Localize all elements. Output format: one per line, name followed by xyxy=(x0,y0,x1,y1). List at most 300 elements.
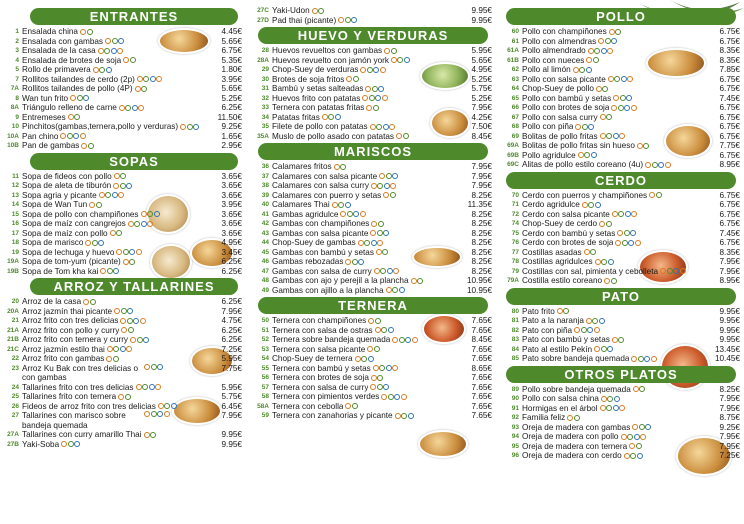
allergen-icon xyxy=(383,230,389,236)
allergen-icons xyxy=(596,86,609,92)
allergen-icons xyxy=(80,29,93,35)
menu-item-name: Sopa de lechuga y huevo xyxy=(22,247,115,257)
allergen-icon xyxy=(74,441,80,447)
menu-item-number: 77 xyxy=(511,248,519,256)
allergen-icon xyxy=(404,57,410,63)
allergen-icon xyxy=(338,17,344,23)
allergen-icons xyxy=(141,211,161,217)
menu-item-price: 3.65€ xyxy=(221,190,242,200)
menu-item-number: 4 xyxy=(15,56,19,64)
menu-item-price: 9.25€ xyxy=(719,422,740,432)
allergen-icons xyxy=(370,124,396,130)
allergen-icon xyxy=(378,221,384,227)
allergen-icon xyxy=(96,202,102,208)
allergen-icon xyxy=(85,240,91,246)
allergen-icon xyxy=(156,76,162,82)
allergen-icon xyxy=(614,396,620,402)
allergen-icon xyxy=(371,375,377,381)
menu-item xyxy=(4,84,242,94)
allergen-icon xyxy=(651,356,657,362)
allergen-icon xyxy=(582,124,588,130)
allergen-icon xyxy=(388,394,394,400)
allergen-icon xyxy=(649,192,655,198)
menu-item-number: 79 xyxy=(511,267,519,275)
menu-item-name: Pato sobre bandeja quemada xyxy=(522,354,630,363)
allergen-icons xyxy=(645,162,671,168)
menu-item xyxy=(504,413,740,423)
menu-item-number: 81 xyxy=(511,317,519,324)
menu-item-price: 7.95€ xyxy=(719,257,740,266)
allergen-icon xyxy=(373,365,379,371)
menu-item xyxy=(4,238,242,248)
menu-item-number: 53 xyxy=(261,345,269,353)
allergen-icon xyxy=(362,95,368,101)
menu-item-name: Tallarines con marisco sobre bandeja quemada xyxy=(22,411,126,430)
menu-item-number: 79A xyxy=(507,277,519,284)
allergen-icon xyxy=(630,453,636,459)
menu-item-number: 13 xyxy=(11,191,19,199)
allergen-icon xyxy=(318,8,324,14)
allergen-icon xyxy=(394,394,400,400)
menu-item-number: 10 xyxy=(11,123,19,130)
allergen-icon xyxy=(607,48,613,54)
allergen-icons xyxy=(411,278,424,284)
allergen-icon xyxy=(113,183,119,189)
menu-item-name: Gambas rebozadas xyxy=(272,257,344,266)
allergen-icon xyxy=(360,67,366,73)
allergen-icon xyxy=(171,403,177,409)
allergen-icons xyxy=(119,105,145,111)
menu-item-price: 13.45€ xyxy=(714,344,740,354)
menu-item-price: 1.65€ xyxy=(221,131,242,141)
allergen-icon xyxy=(619,133,625,139)
menu-item-number: 49 xyxy=(261,286,269,294)
menu-item-number: 3 xyxy=(15,47,19,54)
allergen-icons xyxy=(612,211,638,217)
allergen-icon xyxy=(118,394,124,400)
menu-item xyxy=(254,103,492,113)
allergen-icon xyxy=(144,364,150,370)
allergen-icon xyxy=(92,240,98,246)
menu-item-number: 25 xyxy=(11,393,19,400)
allergen-icon xyxy=(135,86,141,92)
menu-item-number: 16 xyxy=(11,220,19,227)
allergen-icon xyxy=(375,318,381,324)
menu-item-price: 5.25€ xyxy=(221,93,242,103)
section-huevo xyxy=(254,27,492,141)
allergen-icon xyxy=(142,384,148,390)
menu-item-name: Sopa de tom-yum (picante) xyxy=(22,257,121,266)
menu-item-name: Calamares con puerro y setas xyxy=(272,190,382,200)
menu-item-number: 39 xyxy=(261,191,269,199)
allergen-icon xyxy=(123,57,129,63)
allergen-icons xyxy=(383,192,396,198)
menu-item-number: 27D xyxy=(257,16,269,24)
allergen-icon xyxy=(621,434,627,440)
allergen-icon xyxy=(594,48,600,54)
menu-item-name: Pato al estilo Pekín xyxy=(522,344,593,354)
allergen-icon xyxy=(340,211,346,217)
allergen-icons xyxy=(584,249,597,255)
allergen-icon xyxy=(378,86,384,92)
allergen-icon xyxy=(157,411,163,417)
allergen-icon xyxy=(380,67,386,73)
menu-item xyxy=(254,46,492,56)
menu-item-number: 46 xyxy=(261,258,269,265)
allergen-icons xyxy=(136,384,162,390)
allergen-icon xyxy=(586,67,592,73)
menu-item-price: 7.95€ xyxy=(719,266,740,276)
allergen-icon xyxy=(640,434,646,440)
allergen-icon xyxy=(144,432,150,438)
menu-item-name: Rollo de primavera xyxy=(22,65,91,74)
menu-item-number: 40 xyxy=(261,201,269,208)
menu-item-number: 2 xyxy=(15,37,19,45)
allergen-icon xyxy=(573,67,579,73)
menu-item xyxy=(4,141,242,151)
allergen-icon xyxy=(367,346,373,352)
menu-item-name: Chop-Suey de pollo xyxy=(522,84,594,93)
allergen-icon xyxy=(132,105,138,111)
menu-item-name: Pato a la naranja xyxy=(522,316,584,325)
allergen-icon xyxy=(377,230,383,236)
allergen-icon xyxy=(611,105,617,111)
menu-item-number: 7 xyxy=(15,75,19,83)
allergen-icon xyxy=(403,133,409,139)
allergen-icon xyxy=(383,124,389,130)
menu-item xyxy=(254,326,492,336)
allergen-icon xyxy=(322,114,328,120)
allergen-icon xyxy=(575,124,581,130)
menu-item-name: Ternera sobre bandeja quemada xyxy=(272,335,391,344)
allergen-icon xyxy=(382,249,388,255)
menu-item-price: 8.25€ xyxy=(471,247,492,257)
section-title-sopas: SOPAS xyxy=(30,153,238,170)
allergen-icons xyxy=(100,268,120,274)
menu-item-price: 8.65€ xyxy=(471,363,492,373)
allergen-icon xyxy=(106,356,112,362)
menu-item-name: Arroz frito con ternera y curry xyxy=(22,335,129,344)
menu-item-price: 4.95€ xyxy=(471,65,492,74)
menu-item xyxy=(254,392,492,402)
allergen-icons xyxy=(113,183,133,189)
menu-item-number: 26 xyxy=(11,402,19,410)
allergen-icons xyxy=(631,356,657,362)
menu-item xyxy=(504,75,740,85)
allergen-icon xyxy=(594,346,600,352)
menu-item-name: Cerdo con salsa picante xyxy=(522,209,610,219)
allergen-icons xyxy=(98,48,124,54)
allergen-icon xyxy=(126,346,132,352)
allergen-icon xyxy=(635,240,641,246)
allergen-icon xyxy=(622,240,628,246)
allergen-icon xyxy=(98,240,104,246)
section-sopas xyxy=(4,153,242,277)
allergen-icons xyxy=(598,38,618,44)
allergen-icon xyxy=(617,230,623,236)
menu-item-price: 7.65€ xyxy=(471,325,492,335)
menu-item-name: Pato frito xyxy=(522,306,555,316)
menu-item-price: 5.25€ xyxy=(471,74,492,84)
allergen-icons xyxy=(594,346,614,352)
allergen-icon xyxy=(599,318,605,324)
menu-item xyxy=(254,248,492,258)
allergen-icon xyxy=(116,249,122,255)
menu-item xyxy=(4,354,242,364)
allergen-icon xyxy=(377,240,383,246)
allergen-icons xyxy=(633,386,646,392)
menu-item-price: 6.75€ xyxy=(221,46,242,55)
allergen-icon xyxy=(373,105,379,111)
menu-item-name: Pollo sobre bandeja quemada xyxy=(522,384,631,394)
allergen-icons xyxy=(106,356,119,362)
menu-item-name: Patatas fritas xyxy=(272,112,320,122)
section-title-cerdo: CERDO xyxy=(506,172,736,189)
allergen-icon xyxy=(100,268,106,274)
allergen-icon xyxy=(365,86,371,92)
allergen-icon xyxy=(594,327,600,333)
allergen-icon xyxy=(377,183,383,189)
menu-item xyxy=(504,151,740,161)
allergen-icon xyxy=(158,403,164,409)
menu-item xyxy=(4,103,242,113)
allergen-icons xyxy=(135,86,148,92)
allergen-icon xyxy=(371,183,377,189)
allergen-icon xyxy=(399,287,405,293)
menu-item xyxy=(504,229,740,239)
allergen-icons xyxy=(376,249,389,255)
allergen-icon xyxy=(375,95,381,101)
allergen-icon xyxy=(371,221,377,227)
menu-item xyxy=(504,385,740,395)
menu-item-price: 2.95€ xyxy=(221,141,242,150)
menu-item-price: 10.95€ xyxy=(466,285,492,295)
menu-item xyxy=(4,56,242,66)
menu-item-price: 9.95€ xyxy=(719,325,740,335)
menu-item-name: Pollo con almendras xyxy=(522,36,597,46)
menu-item-price: 7.65€ xyxy=(471,392,492,401)
allergen-icon xyxy=(391,57,397,63)
allergen-icon xyxy=(608,76,614,82)
menu-item xyxy=(4,94,242,104)
allergen-icon xyxy=(588,124,594,130)
allergen-icon xyxy=(395,413,401,419)
allergen-icon xyxy=(392,337,398,343)
menu-item-number: 47 xyxy=(261,267,269,275)
menu-item-name: Ternera con bambú y setas xyxy=(272,363,371,373)
allergen-icons xyxy=(332,202,352,208)
section-pollo xyxy=(504,8,740,170)
menu-item xyxy=(254,373,492,383)
allergen-icons xyxy=(121,327,134,333)
allergen-icon xyxy=(61,441,67,447)
menu-item-number: 64 xyxy=(511,85,519,92)
allergen-icons xyxy=(345,403,358,409)
allergen-icon xyxy=(369,95,375,101)
menu-item-number: 89 xyxy=(511,385,519,393)
allergen-icon xyxy=(147,211,153,217)
allergen-icon xyxy=(386,365,392,371)
menu-item-name: Tallarines con curry amarillo Thai xyxy=(22,430,142,439)
allergen-icons xyxy=(599,221,612,227)
menu-item-price: 6.75€ xyxy=(719,74,740,84)
menu-item-price: 7.65€ xyxy=(471,411,492,420)
menu-item-number: 60 xyxy=(511,28,519,35)
menu-item-price: 8.95€ xyxy=(719,160,740,169)
menu-item-number: 66 xyxy=(511,104,519,111)
menu-item xyxy=(4,75,242,85)
allergen-icon xyxy=(624,230,630,236)
allergen-icon xyxy=(596,86,602,92)
allergen-icon xyxy=(645,424,651,430)
menu-item xyxy=(254,229,492,239)
allergen-icon xyxy=(370,124,376,130)
menu-item-number: 45 xyxy=(261,248,269,256)
menu-item-number: 76 xyxy=(511,239,519,246)
allergen-icon xyxy=(613,405,619,411)
allergen-icon xyxy=(80,29,86,35)
menu-item xyxy=(4,364,242,383)
menu-item-price: 7.95€ xyxy=(471,162,492,171)
allergen-icon xyxy=(629,443,635,449)
menu-item-number: 58A xyxy=(257,402,269,410)
allergen-icon xyxy=(643,143,649,149)
menu-item-name: Ternera con cebolla xyxy=(272,401,344,411)
menu-item-name: Brotes de soja fritos xyxy=(272,74,345,84)
menu-item-name: Arroz jazmín thai picante xyxy=(22,306,113,316)
menu-item-name: Pan de gambas xyxy=(22,141,80,150)
allergen-icon xyxy=(619,405,625,411)
allergen-icon xyxy=(397,57,403,63)
menu-item xyxy=(504,451,740,461)
menu-item-name: Gambas con ajillo a la plancha xyxy=(272,285,384,295)
allergen-icon xyxy=(90,299,96,305)
allergen-icon xyxy=(611,38,617,44)
allergen-icon xyxy=(147,221,153,227)
menu-item-name: Pollo almendrado xyxy=(522,46,586,55)
allergen-icons xyxy=(365,86,385,92)
menu-item-number: 74 xyxy=(511,220,519,227)
menu-item-name: Cerdo con brotes de soja xyxy=(522,238,614,247)
menu-item-name: Pollo con salsa picante xyxy=(522,74,606,84)
allergen-icon xyxy=(612,337,618,343)
menu-item-name: Ensalada de brotes de soja xyxy=(22,55,122,65)
menu-item-price: 5.65€ xyxy=(471,55,492,65)
menu-item xyxy=(254,94,492,104)
allergen-icon xyxy=(141,221,147,227)
allergen-icon xyxy=(408,413,414,419)
menu-item-price: 6.25€ xyxy=(221,297,242,306)
menu-item xyxy=(504,276,740,286)
menu-item xyxy=(504,423,740,433)
menu-item-number: 42 xyxy=(261,220,269,227)
allergen-icon xyxy=(89,202,95,208)
allergen-icon xyxy=(157,364,163,370)
menu-item-name: Tallarines frito con tres delicias xyxy=(22,382,134,392)
menu-item-number: 35A xyxy=(257,132,269,140)
allergen-icon xyxy=(588,48,594,54)
allergen-icon xyxy=(625,211,631,217)
allergen-icon xyxy=(392,287,398,293)
menu-item-name: Chop-Suey de ternera xyxy=(272,354,353,363)
menu-item-price: 5.95€ xyxy=(221,354,242,363)
menu-item xyxy=(4,132,242,142)
menu-item-price: 3.95€ xyxy=(221,200,242,209)
menu-item-price: 7.95€ xyxy=(221,306,242,316)
allergen-icons xyxy=(144,432,157,438)
menu-item-price: 7.45€ xyxy=(719,93,740,103)
allergen-icon xyxy=(360,211,366,217)
allergen-icons xyxy=(322,114,342,120)
allergen-icons xyxy=(604,278,617,284)
allergen-icon xyxy=(607,346,613,352)
allergen-icon xyxy=(136,384,142,390)
allergen-icon xyxy=(387,268,393,274)
menu-item-number: 1 xyxy=(15,28,19,35)
allergen-icons xyxy=(573,67,593,73)
allergen-icon xyxy=(624,105,630,111)
menu-item xyxy=(504,248,740,258)
menu-item-price: 5.65€ xyxy=(221,84,242,93)
menu-item xyxy=(504,210,740,220)
menu-item xyxy=(254,402,492,412)
allergen-icon xyxy=(99,67,105,73)
menu-item xyxy=(254,84,492,94)
menu-item-name: Arroz frito con pollo y curry xyxy=(22,325,120,335)
menu-item xyxy=(504,27,740,37)
allergen-icons xyxy=(575,124,595,130)
menu-item xyxy=(254,316,492,326)
allergen-icon xyxy=(579,67,585,73)
menu-item-price: 7.95€ xyxy=(719,432,740,441)
menu-item-name: Ensalada con gambas xyxy=(22,36,104,46)
allergen-icon xyxy=(584,152,590,158)
menu-item-price: 8.95€ xyxy=(719,276,740,285)
menu-item xyxy=(254,122,492,132)
allergen-icon xyxy=(83,95,89,101)
allergen-icon xyxy=(631,105,637,111)
menu-item-number: 65 xyxy=(511,94,519,102)
menu-item xyxy=(254,345,492,355)
menu-item-name: Huevos frito con patatas xyxy=(272,93,361,103)
menu-item-name: Sopa de Wan Tun xyxy=(22,200,88,209)
menu-item xyxy=(504,267,740,277)
menu-item xyxy=(254,354,492,364)
allergen-icon xyxy=(600,133,606,139)
allergen-icon xyxy=(112,192,118,198)
menu-item xyxy=(504,354,740,364)
menu-item-name: Bolitas de pollo fritas xyxy=(522,131,598,141)
menu-item-number: 7A xyxy=(10,85,19,92)
menu-item-number: 20 xyxy=(11,298,19,305)
allergen-icon xyxy=(601,259,607,265)
allergen-icon xyxy=(125,105,131,111)
menu-item-price: 6.75€ xyxy=(719,131,740,141)
menu-item xyxy=(504,84,740,94)
menu-item-name: Pollo con bambú y setas xyxy=(522,93,612,103)
menu-item-number: 36 xyxy=(261,163,269,170)
allergen-icons xyxy=(118,394,131,400)
menu-item-name: Oreja de madera con pollo xyxy=(522,432,619,441)
menu-item-name: Pato con bambú y setas xyxy=(522,335,610,344)
allergen-icon xyxy=(358,259,364,265)
allergen-icon xyxy=(107,346,113,352)
allergen-icon xyxy=(381,394,387,400)
allergen-icon xyxy=(618,337,624,343)
section-cerdo xyxy=(504,172,740,286)
menu-item-name: Pinchitos(gambas,ternera,pollo y verduras) xyxy=(22,122,179,131)
menu-item-number: 71 xyxy=(511,201,519,208)
